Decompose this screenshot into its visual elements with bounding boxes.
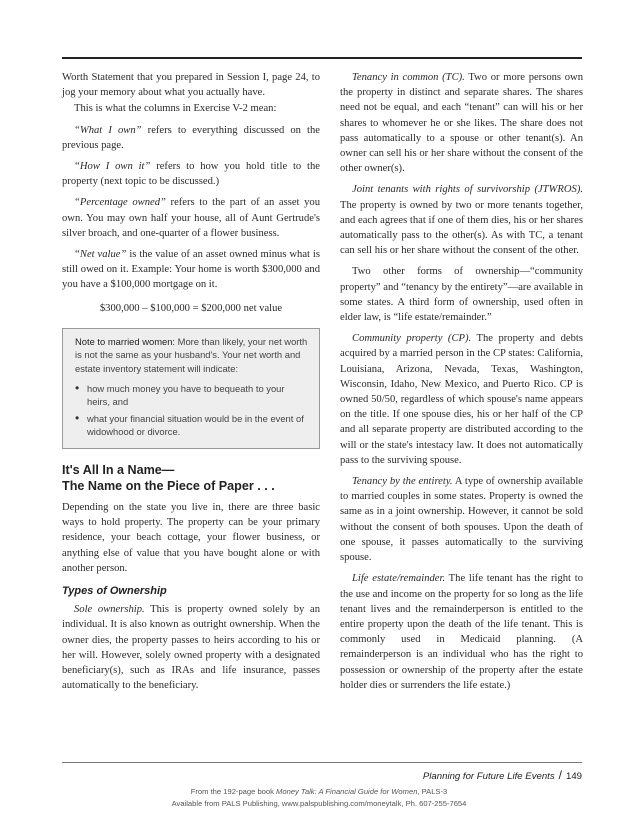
term: “Net value” [74, 249, 127, 261]
definition-what-i-own [62, 123, 320, 153]
note-intro [75, 335, 309, 376]
top-rule [62, 57, 582, 59]
note-lead: Note to married women: [75, 335, 176, 347]
definition-text: refers to how you hold title to the property (next topic to be discussed.) [62, 161, 320, 188]
definition-text: This is property owned solely by an individual. It is also known as outright ownership. When the owner dies, the property passes to heirs according to his or her will. However, solely owned property with a designated beneficiary(s), such as IRAs and life insurance, passes automatically to the beneficiary. [62, 604, 320, 692]
definition-text: A type of ownership available to married couples in some states. Property is owned the same as in a joint ownership. However, it cannot be sold without the consent of both spouses. Upon the death of one spouse, it passes automatically to the surviving spouse. [340, 476, 584, 564]
note-text: More than likely, your net worth is not the same as your husband's. Your net worth and estate inventory statement will indicate: [75, 335, 308, 375]
note-box [62, 328, 320, 449]
net-value-equation: $300,000 – $100,000 = $200,000 net value [99, 302, 283, 314]
subheading: Types of Ownership [62, 585, 167, 598]
list-item: • what your financial situation would be in the event of widowhood or divorce. [75, 412, 309, 439]
list-item: • how much money you have to bequeath to your heirs, and [75, 382, 309, 409]
definition-how-i-own-it [62, 159, 320, 189]
running-title: Planning for Future Life Events [422, 771, 555, 782]
definition-text: refers to everything discussed on the previous page. [62, 124, 321, 151]
footer-separator: / [558, 768, 562, 782]
paragraph: Worth Statement that you prepared in Session I, page 24, to jog your memory about what you actually have. [62, 72, 320, 99]
definition-text: refers to the part of an asset you own. You may own half your house, all of Aunt Gertrude's silver broach, and one-quarter of a flower business. [62, 197, 320, 239]
term: Tenancy by the entirety. [352, 476, 453, 488]
term: Community property (CP). [352, 333, 472, 345]
heading-line-1: It's All In a Name— [62, 463, 175, 477]
definition-tenancy-by-entirety [340, 474, 583, 565]
bottom-rule [62, 762, 582, 763]
publication-credit [0, 786, 638, 810]
term: Sole ownership. [74, 604, 145, 616]
credit-line-2: Available from PALS Publishing, www.palspublishing.com/moneytalk, Ph. 607-255-7654 [171, 799, 467, 808]
definition-text: Two or more persons own the property in distinct and separate shares. The shares need not be equal, and each “tenant” can will his or her shares to whomever he or she likes. The share does not pass automatically to a spouse or other tenant(s). An owner can sell his or her share without the consent of the other owner(s). [340, 72, 583, 175]
definition-sole-ownership [62, 602, 320, 693]
definition-life-estate [340, 571, 583, 693]
credit-book-title: Money Talk: A Financial Guide for Women [276, 787, 418, 796]
term: Life estate/remainder. [352, 573, 446, 585]
term: “What I own” [74, 124, 142, 136]
paragraph: This is what the columns in Exercise V-2 mean: [74, 103, 277, 115]
credit-line-1 [0, 786, 638, 798]
definition-jtwros [340, 182, 583, 258]
page-footer [423, 768, 582, 782]
definition-tenancy-in-common [340, 70, 583, 176]
definition-text: The property and debts acquired by a married person in the CP states: California, Louisiana, Arizona, Nevada, Texas, Washington, Wisconsin, Idaho, New Mexico, and Puerto Rico. CP is owned 50/50, regardless of which spouse's name appears on the title. If one spouse dies, his or her half of the CP and all separate property are distributed according to the will or the state's intestacy law. It does not automatically pass to the surviving spouse. [340, 333, 583, 466]
credit-pre: From the 192-page book [190, 787, 277, 796]
page-number: 149 [565, 771, 582, 782]
note-bullet-list [75, 382, 309, 439]
section-heading [62, 463, 320, 494]
term: “Percentage owned” [74, 197, 166, 209]
credit-post: , PALS-3 [417, 787, 448, 796]
term: Joint tenants with rights of survivorship (JTWROS). [352, 184, 583, 196]
term: Tenancy in common (TC). [352, 72, 465, 83]
heading-line-2: The Name on the Piece of Paper . . . [62, 478, 275, 493]
left-column [62, 70, 320, 699]
definition-net-value [62, 247, 320, 293]
definition-text: The life tenant has the right to the use and income on the property for so long as the life tenant lives and the remainderperson is entitled to the entire property upon the death of the life tenant. This is commonly used in Medicaid planning. (A remainderperson is an individual who has the right to possession or ownership of the property after the estate holder dies or surrenders the life estate.) [340, 573, 583, 691]
definition-text: The property is owned by two or more tenants together, and each agrees that if one of them dies, his or her shares automatically pass to the other(s). As with TC, a tenant can sell his or her share without the consent of the other. [340, 199, 583, 257]
definition-text: is the value of an asset owned minus what is still owed on it. Example: Your home is worth $300,000 and you have a $100,000 mortgage on it. [62, 249, 320, 291]
term: “How I own it” [74, 161, 151, 173]
right-column [340, 70, 583, 699]
definition-percentage-owned [62, 195, 320, 241]
definition-community-property [340, 331, 583, 468]
paragraph: Two other forms of ownership—“community property” and “tenancy by the entirety”—are available in some states. A third form of ownership, used often in elder law, is “life estate/remainder.” [340, 266, 583, 324]
paragraph: Depending on the state you live in, there are three basic ways to hold property. The property can be your primary residence, your beach cottage, your flower business, or anything else of value that you have bought alone or with another person. [62, 502, 320, 574]
